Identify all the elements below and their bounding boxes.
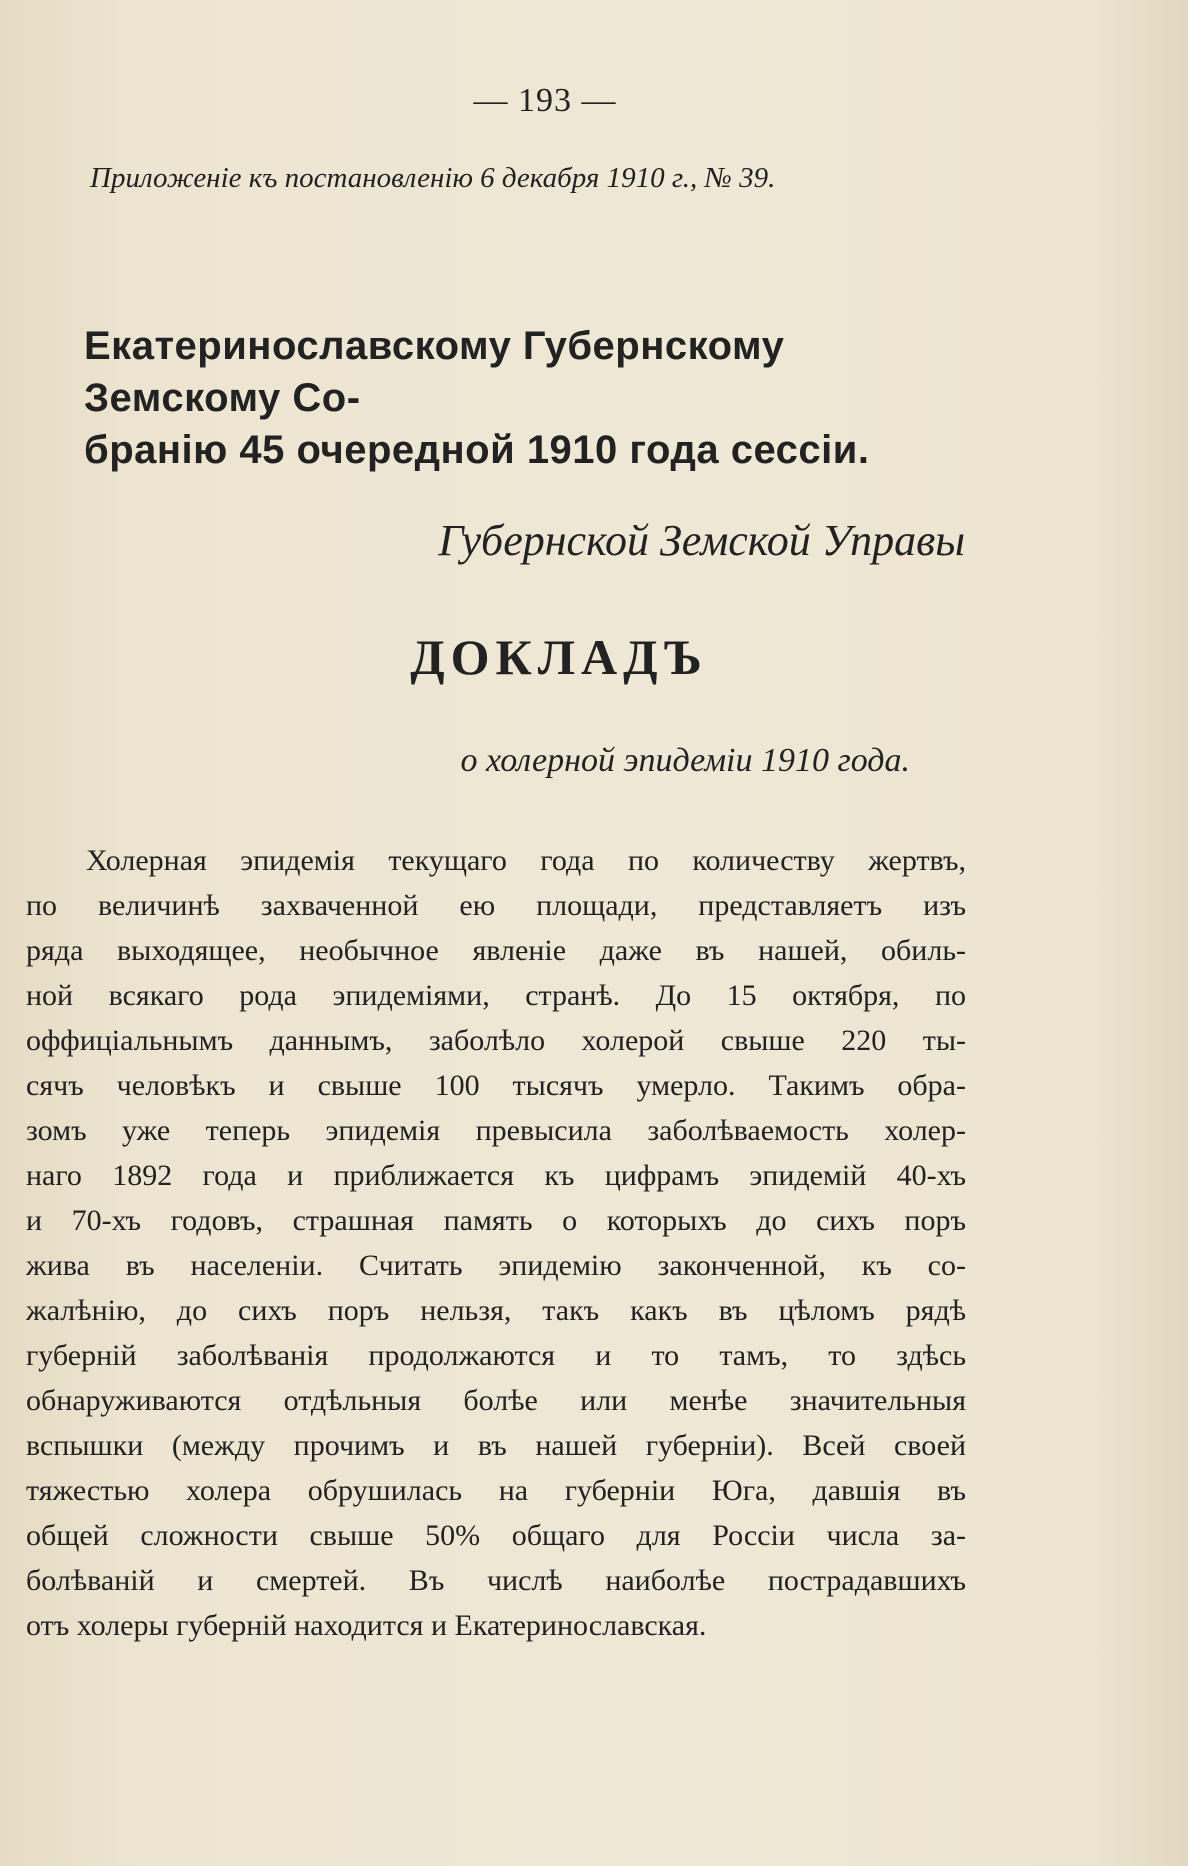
body-line: зомъ уже теперь эпидемiя превысила заболѣваемость холер-: [26, 1114, 966, 1147]
body-line: Холерная эпидемiя текущаго года по количеству жертвъ,: [86, 844, 966, 877]
body-line: обнаруживаются отдѣльныя болѣе или менѣе значительныя: [26, 1384, 966, 1417]
body-paragraph: [26, 838, 966, 1648]
report-heading: ДОКЛАДЪ: [410, 629, 708, 685]
body-line: болѣванiй и смертей. Въ числѣ наиболѣе пострадавшихъ: [26, 1564, 966, 1597]
appendix-note: Приложенiе къ постановленiю 6 декабря 1910 г., № 39.: [90, 162, 776, 194]
body-line: и 70-хъ годовъ, страшная память о которыхъ до сихъ поръ: [26, 1204, 966, 1237]
document-title: [84, 320, 974, 476]
title-line-1: Екатеринославскому Губернскому Земскому Со-: [84, 324, 785, 420]
page-number: — 193 —: [473, 82, 617, 119]
body-line: отъ холеры губернiй находится и Екатеринославская.: [26, 1609, 707, 1642]
body-line: по величинѣ захваченной ею площади, представляетъ изъ: [26, 889, 966, 922]
title-line-2: бранiю 45 очередной 1910 года сессiи.: [84, 428, 870, 472]
body-line: общей сложности свыше 50% общаго для Россiи числа за-: [26, 1519, 966, 1552]
body-line: ряда выходящее, необычное явленiе даже въ нашей, обиль-: [26, 934, 966, 967]
body-line: наго 1892 года и приближается къ цифрамъ эпидемiй 40-хъ: [26, 1159, 966, 1192]
body-line: оффицiальнымъ даннымъ, заболѣло холерой свыше 220 ты-: [26, 1024, 966, 1057]
issuer-heading: Губернской Земской Управы: [438, 516, 965, 565]
body-line: тяжестью холера обрушилась на губернiи Юга, давшiя въ: [26, 1474, 966, 1507]
body-line: жива въ населенiи. Считать эпидемiю законченной, къ со-: [26, 1249, 966, 1282]
body-line: ной всякаго рода эпидемiями, странѣ. До 15 октября, по: [26, 979, 966, 1012]
body-line: жалѣнiю, до сихъ поръ нельзя, такъ какъ въ цѣломъ рядѣ: [26, 1294, 966, 1327]
report-subject: о холерной эпидемiи 1910 года.: [460, 742, 910, 779]
body-line: сячъ человѣкъ и свыше 100 тысячъ умерло. Такимъ обра-: [26, 1069, 966, 1102]
body-line: вспышки (между прочимъ и въ нашей губернiи). Всей своей: [26, 1429, 966, 1462]
body-line: губернiй заболѣванiя продолжаются и то тамъ, то здѣсь: [26, 1339, 966, 1372]
